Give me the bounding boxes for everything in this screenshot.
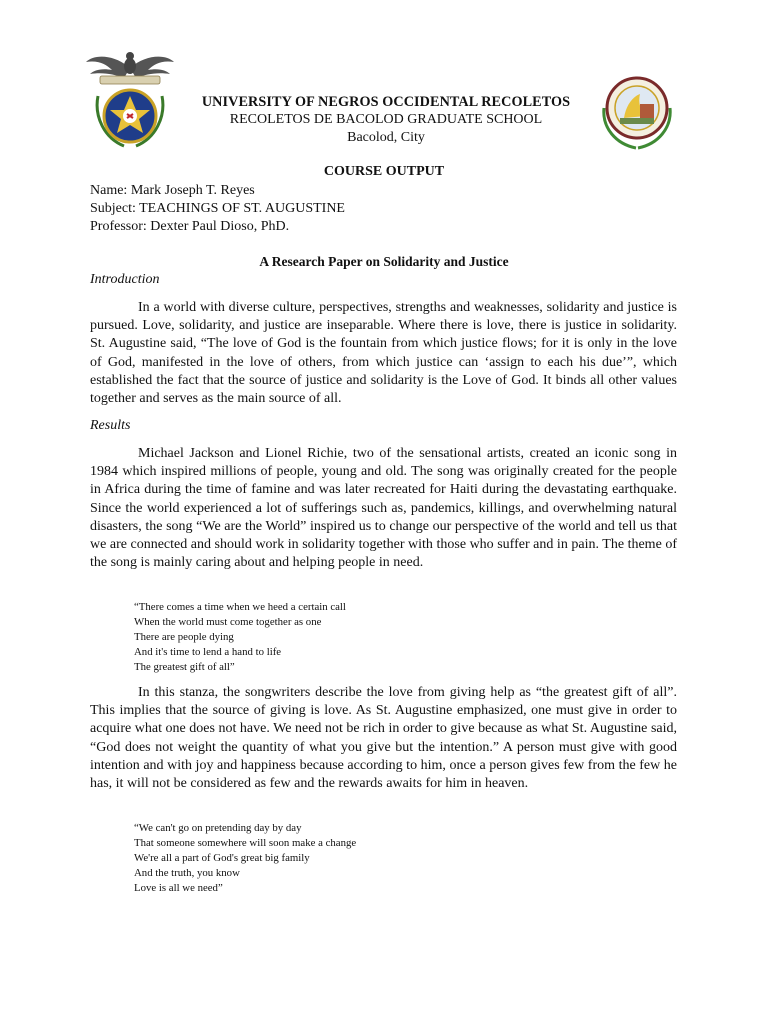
- institution-header: [176, 93, 596, 147]
- verse-line: When the world must come together as one: [134, 616, 322, 628]
- verse-line: “There comes a time when we heed a certain call: [134, 601, 346, 613]
- introduction-paragraph: In a world with diverse culture, perspectives, strengths and weaknesses, solidarity and justice is pursued. Love, solidarity, and justice are inseparable. Where there is love, there is justice in solidarity. St. Augustine said, “The love of God is the fountain from which justice flows; for it is only in the love of God, manifested in the love of others, from which justice can ‘assign to each his due’”, which established the fact that the source of justice and solidarity is the Love of God. It binds all other values together and serves as the main source of all.: [90, 300, 677, 407]
- verse-line: That someone somewhere will soon make a change: [134, 837, 357, 849]
- verse-line: And the truth, you know: [134, 867, 240, 879]
- results-paragraph-1: Michael Jackson and Lionel Richie, two of the sensational artists, created an iconic song in 1984 which inspired millions of people, young and old. The song was originally created for the people in Africa during the time of famine and was later recreated for Haiti during the devastating earthquake. Since the world experienced a lot of sufferings such as, pandemics, killings, and overwhelming natural disasters, the song “We are the World” inspired us to change our perspective of the world and tell us that we are connected and should work in solidarity together with those who suffer and in pain. The theme of the song is mainly caring about and helping people in need.: [90, 446, 677, 571]
- course-output-heading: COURSE OUTPUT: [323, 164, 445, 179]
- song-verse-2: [134, 821, 356, 896]
- verse-line: There are people dying: [134, 631, 234, 643]
- city-name: Bacolod, City: [347, 130, 425, 145]
- circular-school-seal-icon: [596, 68, 678, 150]
- verse-line: “We can't go on pretending day by day: [134, 822, 302, 834]
- verse-line: And it's time to lend a hand to life: [134, 646, 282, 658]
- student-info: [90, 182, 345, 236]
- introduction-heading: Introduction: [90, 272, 160, 287]
- course-subject: Subject: TEACHINGS OF ST. AUGUSTINE: [90, 201, 345, 216]
- results-heading: Results: [90, 418, 131, 433]
- verse-line: The greatest gift of all”: [134, 661, 235, 673]
- paper-title: A Research Paper on Solidarity and Justice: [259, 254, 509, 269]
- verse-line: We're all a part of God's great big family: [134, 852, 310, 864]
- university-name: UNIVERSITY OF NEGROS OCCIDENTAL RECOLETOS: [201, 94, 571, 110]
- eagle-crest-seal-icon: [84, 46, 176, 154]
- song-verse-1: [134, 600, 346, 675]
- results-paragraph-2: In this stanza, the songwriters describe the love from giving help as “the greatest gift of all”. This implies that the source of giving is love. As St. Augustine emphasized, one must give in order to acquire what one does not have. We need not be rich in order to give because as what St. Augustine said, “God does not weight the quantity of what you give but the intention.” A person must give with good intention and with joy and happiness because according to him, once a person gives few from the few he has, it will not be considered as few and the rewards awaits for him in heaven.: [90, 685, 677, 792]
- graduate-school-name: RECOLETOS DE BACOLOD GRADUATE SCHOOL: [229, 112, 543, 127]
- professor-name: Professor: Dexter Paul Dioso, PhD.: [90, 219, 290, 234]
- student-name: Name: Mark Joseph T. Reyes: [90, 183, 255, 198]
- verse-line: Love is all we need”: [134, 882, 223, 894]
